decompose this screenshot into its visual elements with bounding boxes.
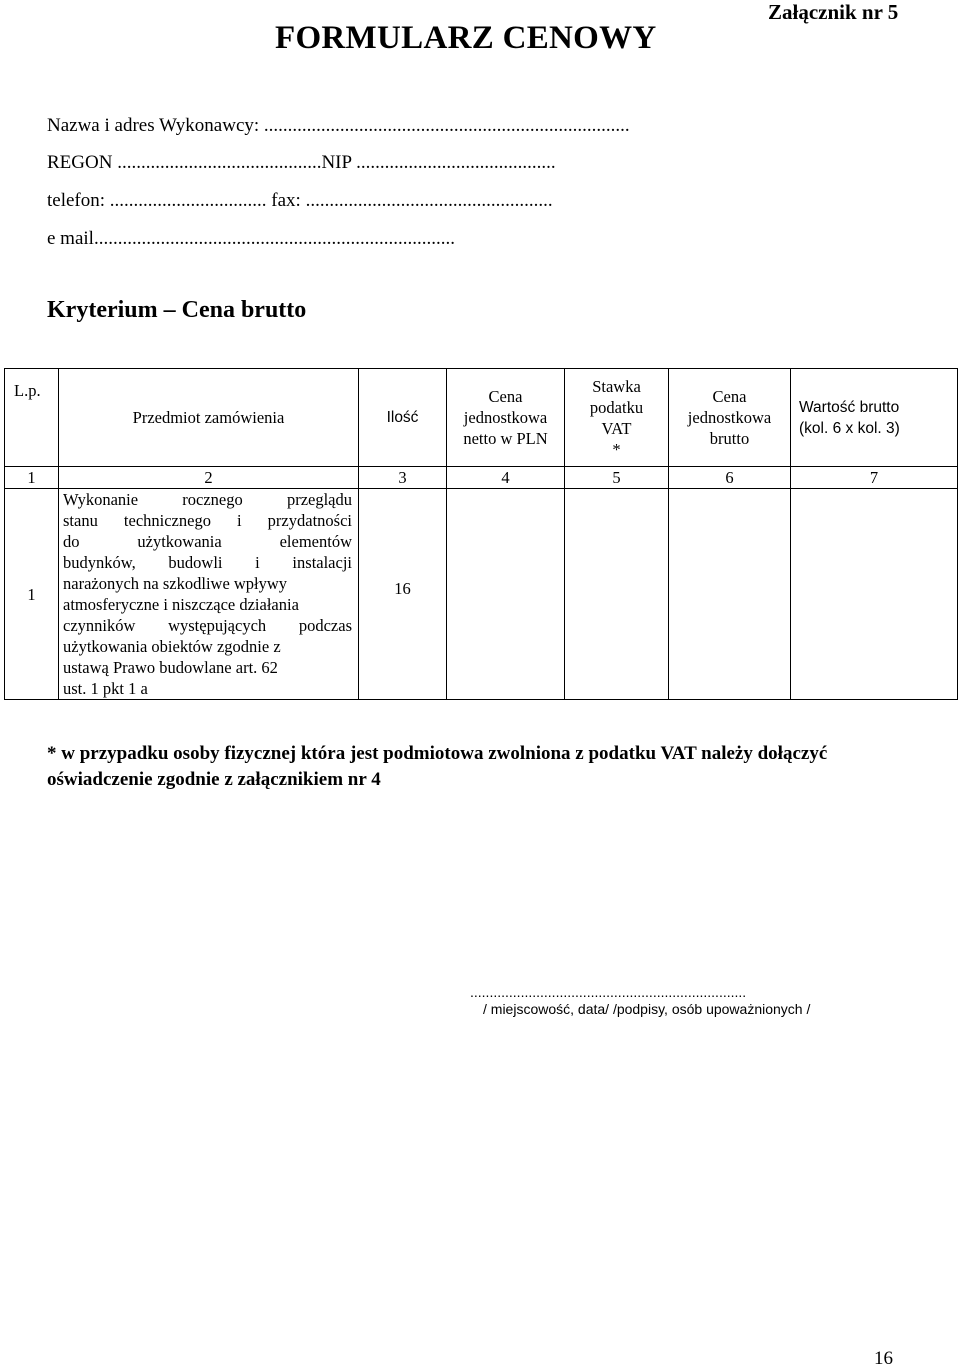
annex-label: Załącznik nr 5 — [768, 0, 899, 24]
description-line: czynników występujących podczas — [63, 616, 352, 635]
row-quantity — [359, 489, 447, 700]
column-number: 3 — [359, 467, 447, 489]
column-number: 4 — [447, 467, 565, 489]
description-line: ustawą Prawo budowlane art. 62 — [63, 658, 278, 677]
criterion-heading: Kryterium – Cena brutto — [47, 297, 307, 323]
vat-exemption-note: * w przypadku osoby fizycznej która jest podmiotowa zwolniona z podatku VAT należy dołączyć oświadczenie zgodnie z załącznikiem nr 4 — [47, 743, 828, 790]
header-gross-price-line: Cena — [712, 387, 747, 406]
contractor-name-line: Nazwa i adres Wykonawcy: ............................................................................. — [47, 115, 630, 136]
header-quantity: Ilość — [359, 369, 447, 467]
header-gross-value-line: Wartość brutto — [799, 398, 900, 416]
column-number: 5 — [565, 467, 669, 489]
header-vat-line: * — [612, 439, 621, 459]
header-lp: L.p. — [5, 369, 59, 467]
description-line: budynków, budowli i instalacji — [63, 553, 352, 572]
price-table — [4, 368, 958, 700]
row-vat-rate[interactable] — [565, 489, 669, 700]
page-number: 16 — [874, 1348, 893, 1369]
table-header-row — [5, 369, 958, 467]
description-line: narażonych na szkodliwe wpływy — [63, 574, 288, 593]
header-gross-value — [791, 369, 958, 467]
email-line: e mail............................................................................ — [47, 228, 455, 249]
header-vat-rate — [565, 369, 669, 467]
header-gross-price-line: brutto — [709, 429, 750, 448]
column-number: 7 — [791, 467, 958, 489]
header-net-price — [447, 369, 565, 467]
regon-nip-line: REGON ...........................................NIP .......................................... — [47, 152, 556, 173]
row-lp: 1 — [5, 489, 59, 700]
header-vat-line: Stawka — [592, 376, 641, 396]
signature-line: ....................................................................... — [470, 984, 747, 1000]
description-line: do użytkowania elementów — [63, 532, 352, 551]
description-line: stanu technicznego i przydatności — [63, 511, 352, 530]
column-number: 2 — [59, 467, 359, 489]
header-vat-line: podatku — [589, 397, 644, 417]
phone-fax-line: telefon: ................................. fax: .................................................... — [47, 190, 553, 211]
row-net-price[interactable] — [447, 489, 565, 700]
row-description — [59, 489, 359, 700]
quantity-value: 16 — [394, 578, 411, 598]
header-gross-price — [669, 369, 791, 467]
description-line: Wykonanie rocznego przeglądu — [63, 490, 352, 509]
header-subject: Przedmiot zamówienia — [59, 369, 359, 467]
description-line: ust. 1 pkt 1 a — [63, 679, 148, 698]
description-line: atmosferyczne i niszczące działania — [63, 595, 299, 614]
column-number: 6 — [669, 467, 791, 489]
row-gross-value[interactable] — [791, 489, 958, 700]
header-net-price-line: Cena — [488, 387, 523, 406]
header-net-price-line: netto w PLN — [463, 429, 548, 448]
header-net-price-line: jednostkowa — [463, 408, 548, 427]
page-title: FORMULARZ CENOWY — [275, 20, 657, 56]
description-line: użytkowania obiektów zgodnie z — [63, 637, 281, 656]
column-number: 1 — [5, 467, 59, 489]
column-number-row — [5, 467, 958, 489]
row-gross-price[interactable] — [669, 489, 791, 700]
header-vat-line: VAT — [601, 418, 632, 438]
header-gross-price-line: jednostkowa — [687, 408, 772, 427]
header-gross-value-line: (kol. 6 x kol. 3) — [799, 419, 900, 437]
signature-caption: / miejscowość, data/ /podpisy, osób upoważnionych / — [483, 1001, 811, 1017]
table-row — [5, 489, 958, 700]
